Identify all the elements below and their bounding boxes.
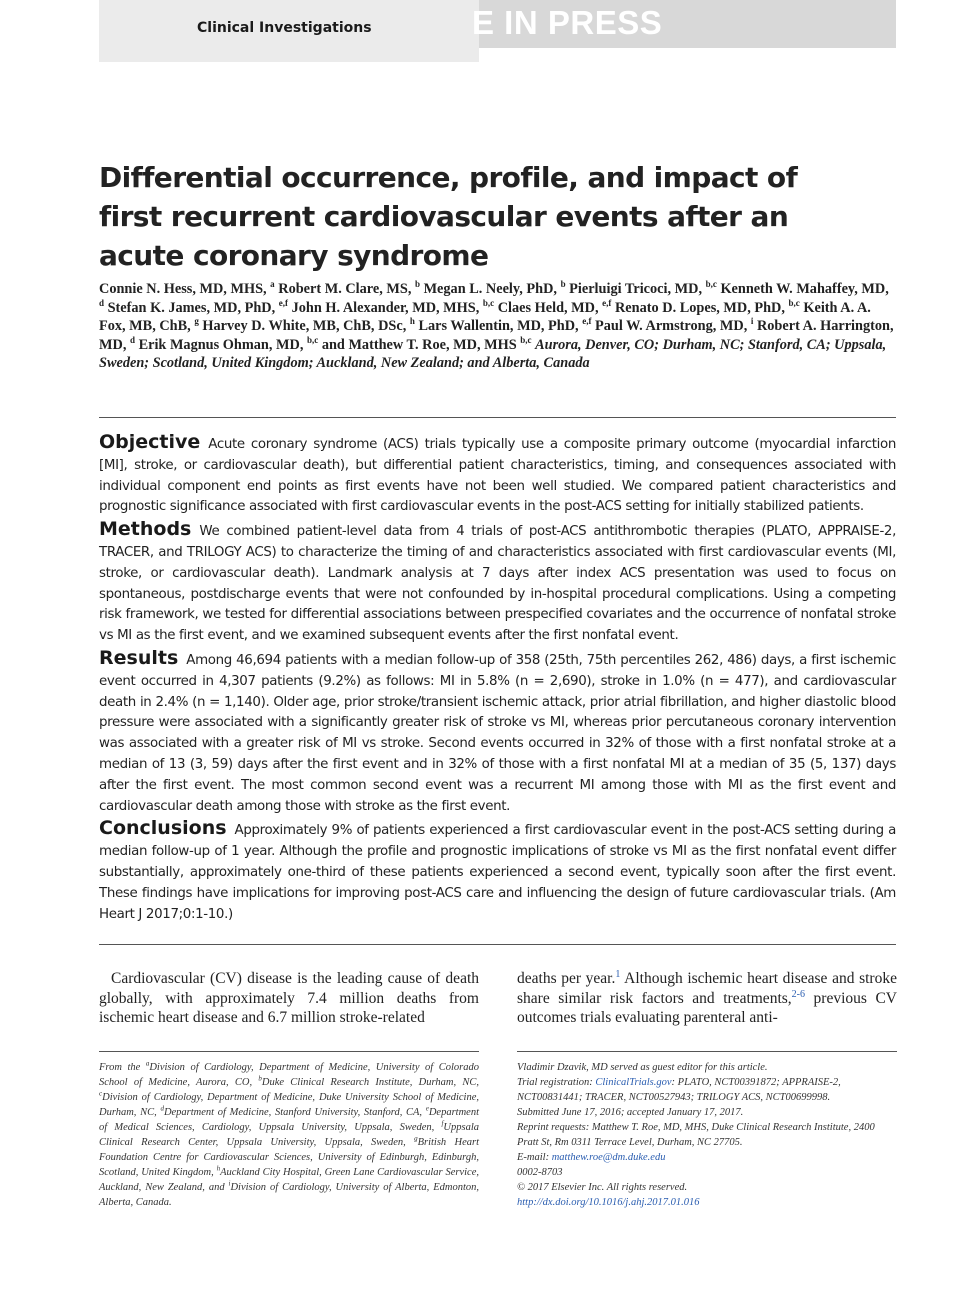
affiliation-marker: a xyxy=(145,1059,150,1068)
author-name: Harvey D. White, MB, ChB, DSc, xyxy=(202,318,410,334)
affiliation-text: Duke Clinical Research Institute, Durham, NC, xyxy=(261,1077,479,1088)
author-list xyxy=(99,280,897,373)
body-text-right xyxy=(517,969,897,1028)
trial-ids: : PLATO, NCT00391872; APPRAISE-2, NCT00831441; TRACER, NCT00527943; TRILOGY ACS, NCT00699998. xyxy=(517,1077,841,1103)
abstract-results xyxy=(99,648,896,817)
affiliation-prefix: From the xyxy=(99,1062,146,1073)
author-name: Pierluigi Tricoci, MD, xyxy=(569,281,706,297)
article-title: Differential occurrence, profile, and impact of first recurrent cardiovascular events after an acute coronary syndrome xyxy=(99,161,798,272)
copyright: © 2017 Elsevier Inc. All rights reserved. xyxy=(517,1182,688,1193)
author-affiliation-marker: e,f xyxy=(278,297,288,308)
conclusions-text: Approximately 9% of patients experienced a first cardiovascular event in the post-ACS setting during a median follow-up of 1 year. Although the profile and prognostic implications of stroke vs MI as the first nonfatal event differ substantially, approximately one-third of these patients experienced a second event, typically soon after the first event. These findings have implications for improving post-ACS care and influencing the design of future cardiovascular trials. (Am Heart J 2017;0:1-10.) xyxy=(99,823,896,922)
author-affiliation-marker: b,c xyxy=(520,334,532,345)
objective-heading: Objective xyxy=(99,431,201,453)
doi-link[interactable]: http://dx.doi.org/10.1016/j.ahj.2017.01.016 xyxy=(517,1197,700,1208)
author-affiliation-marker: b,c xyxy=(705,279,717,290)
author-affiliation-marker: b xyxy=(560,279,566,290)
affiliation-marker: i xyxy=(228,1179,231,1188)
guest-editor-note: Vladimir Dzavik, MD served as guest editor for this article. xyxy=(517,1062,768,1073)
affiliation-text: Division of Cardiology, Department of Medicine, Duke University School of Medicine, Durham, NC, xyxy=(99,1092,479,1118)
affiliation-marker: f xyxy=(441,1119,444,1128)
author-affiliation-marker: b,c xyxy=(306,334,319,345)
author-affiliation-marker: e,f xyxy=(582,316,592,327)
author-name: John H. Alexander, MD, MHS, xyxy=(291,299,483,316)
author-affiliation-marker: b,c xyxy=(788,297,800,308)
abstract xyxy=(99,432,896,926)
results-heading: Results xyxy=(99,646,179,669)
email-line xyxy=(517,1150,897,1165)
author-name: Erik Magnus Ohman, MD, xyxy=(138,336,307,353)
author-name: Keith A. A. Fox, MB, ChB, xyxy=(99,299,871,334)
conclusions-heading: Conclusions xyxy=(99,817,227,840)
author-affiliation-marker: b,c xyxy=(482,297,495,308)
methods-text: We combined patient-level data from 4 trials of post-ACS antithrombotic therapies (PLATO, APPRAISE-2, TRACER, and TRILOGY ACS) to characterize the timing of and characteristics associated with first cardiovascular events (MI, stroke, or cardiovascular death). Landmark analysis at 7 days after index ACS presentation was used to focus on spontaneous, postdischarge events that were not confounded by in-hospital procedural complications. Using a competing risk framework, we tested for differential associations between prespecified covariates and the occurrence of nonfatal stroke vs MI as the first event, and we examined subsequent events after the first nonfatal event. xyxy=(99,524,896,644)
abstract-top-rule xyxy=(99,417,896,418)
email-label: E-mail: xyxy=(517,1152,552,1163)
objective-text: Acute coronary syndrome (ACS) trials typically use a composite primary outcome (myocardial infarction [MI], stroke, or cardiovascular death), but differential patient characteristics, timing, and consequences associated with individual component end points as first events have not been well studied. We compared patient characteristics and prognostic significance associated with first cardiovascular events in the post-ACS setting for initially stabilized patients. xyxy=(99,437,896,515)
trial-label: Trial registration: xyxy=(517,1077,596,1088)
methods-heading: Methods xyxy=(99,518,192,541)
section-label: Clinical Investigations xyxy=(197,20,372,36)
article-info-footnote xyxy=(517,1060,897,1210)
results-text: Among 46,694 patients with a median follow-up of 358 (25th, 75th percentiles 262, 486) days, a first ischemic event occurred in 4,307 patients (9.2%) as follows: MI in 5.8% (n = 2,690), stroke in 1.0% (n = 477), and cardiovascular death in 2.4% (n = 1,140). Older age, prior stroke/transient ischemic attack, prior atrial fibrillation, and higher diastolic blood pressure were associated with a significantly greater risk of stroke vs MI, whereas prior percutaneous coronary intervention was associated with a greater risk of MI vs stroke. Second events occurred in 32% of those with a first nonfatal stroke at a median of 13 (3, 59) days after the first event and in 32% of those with a first nonfatal MI at a median of 35 (5, 137) days after the first event. The most common second event was a recurrent MI among those with MI as the first event and cardiovascular death among those with stroke as the first event. xyxy=(99,652,896,814)
author-name: Robert M. Clare, MS, xyxy=(278,281,415,297)
submission-dates: Submitted June 17, 2016; accepted January 17, 2017. xyxy=(517,1107,744,1118)
footnote-rule-left xyxy=(99,1051,479,1052)
affiliation-marker: g xyxy=(414,1134,418,1143)
author-affiliation-marker: d xyxy=(99,297,105,308)
author-affiliation-marker: g xyxy=(194,316,199,327)
affiliation-text: Division of Cardiology, University of Alberta, Edmonton, Alberta, Canada. xyxy=(99,1182,479,1208)
footnote-rule-right xyxy=(517,1051,897,1052)
email-link[interactable]: matthew.roe@dm.duke.edu xyxy=(551,1152,666,1163)
clinicaltrials-link[interactable]: ClinicalTrials.gov xyxy=(595,1077,672,1088)
reference-link[interactable]: 1 xyxy=(615,968,621,980)
affiliations-footnote xyxy=(99,1060,479,1210)
author-locations: Aurora, Denver, CO; Durham, NC; Stanford, CA; Uppsala, Sweden; Scotland, United Kingdom; Auckland, New Zealand; and Alberta, Canada xyxy=(99,336,887,371)
body-text-segment: deaths per year. xyxy=(517,970,616,987)
author-affiliation-marker: b xyxy=(414,279,420,290)
author-name: Lars Wallentin, MD, PhD, xyxy=(418,318,583,334)
body-text-segment: previous CV outcomes trials evaluating parenteral anti- xyxy=(517,989,897,1027)
abstract-objective xyxy=(99,432,896,518)
author-name: and Matthew T. Roe, MD, MHS xyxy=(321,336,521,353)
issn: 0002-8703 xyxy=(517,1167,563,1178)
author-name: Claes Held, MD, xyxy=(497,299,603,316)
author-name: Kenneth W. Mahaffey, MD, xyxy=(720,281,889,297)
abstract-conclusions xyxy=(99,818,896,925)
reference-link[interactable]: 2-6 xyxy=(791,988,805,1000)
reprint-requests: Reprint requests: Matthew T. Roe, MD, MHS, Duke Clinical Research Institute, 2400 Pratt St, Rm 0311 Terrace Level, Durham, NC 27705. xyxy=(517,1122,875,1148)
affiliation-text: British Heart Foundation Centre for Cardiovascular Sciences, University of Edinburgh, Edinburgh, Scotland, United Kingdom, xyxy=(99,1137,479,1178)
author-affiliation-marker: i xyxy=(750,316,754,327)
affiliation-text: Auckland City Hospital, Green Lane Cardiovascular Service, Auckland, New Zealand, and xyxy=(99,1167,480,1193)
affiliation-text: Department of Medical Sciences, Cardiology, Uppsala University, Uppsala, Sweden, xyxy=(99,1107,479,1133)
author-name: Robert A. Harrington, MD, xyxy=(99,318,894,353)
author-name: Megan L. Neely, PhD, xyxy=(423,281,561,297)
affiliation-text: Uppsala Clinical Research Center, Uppsala University, Uppsala, Sweden, xyxy=(99,1122,479,1148)
affiliation-text: Department of Medicine, Stanford University, Stanford, CA, xyxy=(163,1107,426,1118)
author-affiliation-marker: h xyxy=(409,316,415,327)
author-name: Connie N. Hess, MD, MHS, xyxy=(99,281,271,297)
author-name: Paul W. Armstrong, MD, xyxy=(595,318,751,334)
author-affiliation-marker: d xyxy=(129,334,135,345)
affiliation-marker: d xyxy=(160,1104,164,1113)
author-name: Renato D. Lopes, MD, PhD, xyxy=(614,299,789,316)
abstract-methods xyxy=(99,519,896,647)
author-affiliation-marker: a xyxy=(270,279,275,290)
in-press-banner: E IN PRESS xyxy=(472,4,663,41)
body-text-segment: Although ischemic heart disease and stroke share similar risk factors and treatments, xyxy=(517,970,897,1007)
affiliation-marker: b xyxy=(258,1074,262,1083)
affiliation-marker: c xyxy=(99,1089,103,1098)
body-text-left: Cardiovascular (CV) disease is the leading cause of death globally, with approximately 7.4 million deaths from ischemic heart disease and 6.7 million stroke-related xyxy=(99,970,479,1027)
affiliation-text: Division of Cardiology, Department of Medicine, University of Colorado School of Medicine, Aurora, CO, xyxy=(99,1062,479,1088)
author-name: Stefan K. James, MD, PhD, xyxy=(107,299,279,316)
affiliation-marker: e xyxy=(425,1104,429,1113)
abstract-bottom-rule xyxy=(99,944,896,945)
author-affiliation-marker: e,f xyxy=(602,297,612,308)
affiliation-marker: h xyxy=(216,1164,221,1173)
trial-registration xyxy=(517,1075,897,1105)
